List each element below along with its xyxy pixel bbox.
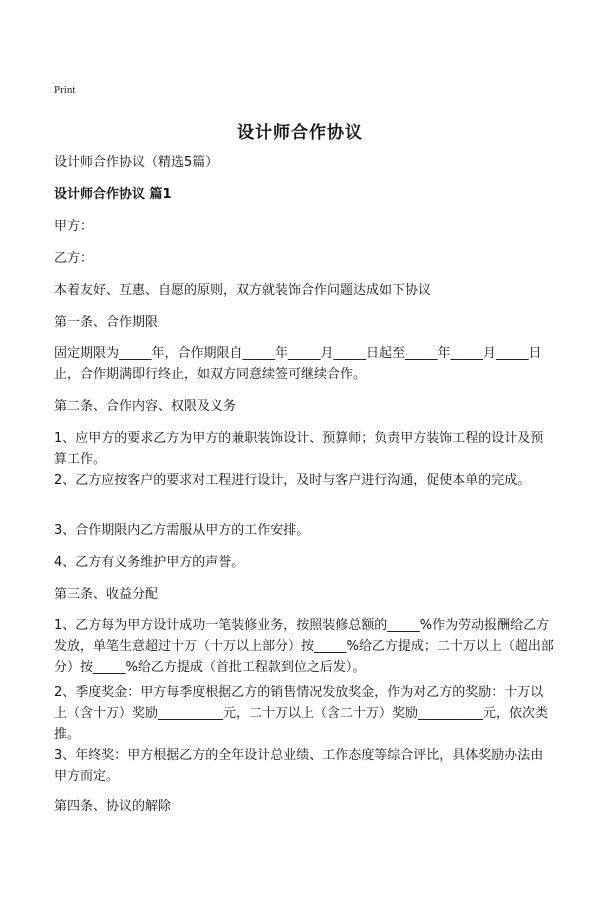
subtitle: 设计师合作协议（精选5篇） xyxy=(54,155,219,170)
article-3-item-1: 1、乙方每为甲方设计成功一笔装修业务，按照装修总额的_____%作为劳动报酬给乙方发放，单笔生意超过十万（十万以上部分）按_____%给乙方提成；二十万以上（超出部分）按_____%给乙方提成（首批工程款到位之后发）。 xyxy=(54,618,554,675)
party-b-line: 乙方： xyxy=(54,251,94,266)
article-3-item-2: 2、季度奖金：甲方每季度根据乙方的销售情况发放奖金，作为对乙方的奖励：十万以上（含十万）奖励__________元，二十万以上（含二十万）奖励__________元，依次类推。 xyxy=(54,685,549,742)
section-heading: 设计师合作协议 篇1 xyxy=(54,187,172,202)
article-1-heading: 第一条、合作期限 xyxy=(54,315,159,330)
article-2-item-1: 1、应甲方的要求乙方为甲方的兼职装饰设计、预算师；负责甲方装饰工程的设计及预算工作。 xyxy=(54,431,544,467)
article-2-item-4: 4、乙方有义务维护甲方的声誉。 xyxy=(54,555,245,570)
intro-paragraph: 本着友好、互惠、自愿的原则，双方就装饰合作问题达成如下协议 xyxy=(54,283,432,298)
document-title: 设计师合作协议 xyxy=(237,123,363,143)
print-label[interactable]: Print xyxy=(54,84,76,96)
article-2-item-2: 2、乙方应按客户的要求对工程进行设计，及时与客户进行沟通，促使本单的完成。 xyxy=(54,473,531,488)
article-4-heading: 第四条、协议的解除 xyxy=(54,799,172,814)
article-3-item-3: 3、年终奖：甲方根据乙方的全年设计总业绩、工作态度等综合评比，具体奖励办法由甲方而定。 xyxy=(54,748,544,784)
article-2-item-3: 3、合作期限内乙方需服从甲方的工作安排。 xyxy=(54,523,310,538)
article-2-heading: 第二条、合作内容、权限及义务 xyxy=(54,399,237,414)
article-1-body: 固定期限为_____年，合作期限自_____年_____月_____日起至_____年_____月_____日止，合作期满即行终止，如双方同意续签可继续合作。 xyxy=(54,346,542,382)
party-a-line: 甲方： xyxy=(54,219,94,234)
article-3-heading: 第三条、收益分配 xyxy=(54,587,159,602)
